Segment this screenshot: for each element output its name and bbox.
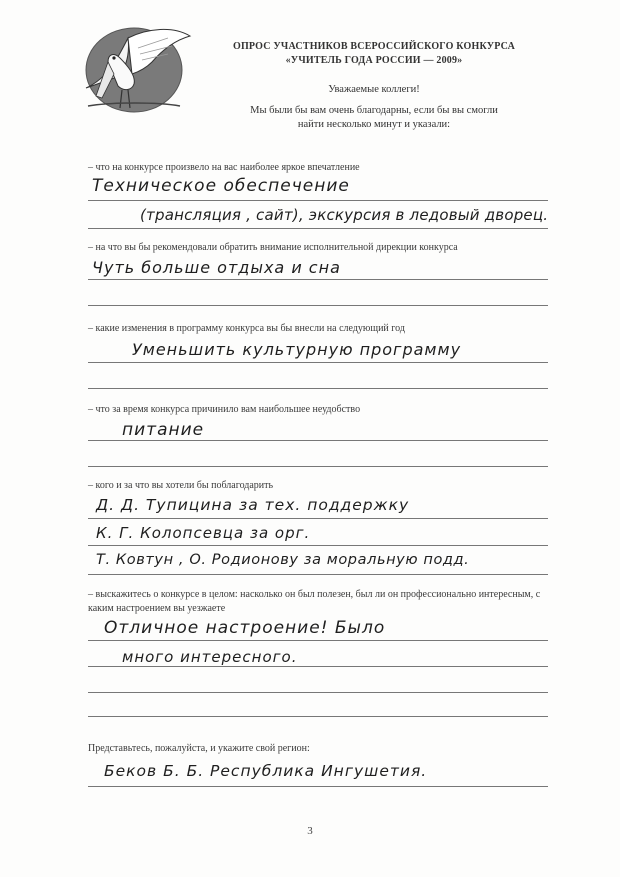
question-3: – какие изменения в программу конкурса вы бы внесли на следующий год [88, 323, 405, 334]
question-4: – что за время конкурса причинило вам наибольшее неудобство [88, 404, 361, 415]
answer-line [88, 692, 548, 693]
answer-7-line-1: Беков Б. Б. Республика Ингушетия. [104, 762, 428, 780]
question-1: – что на конкурсе произвело на вас наиболее яркое впечатление [88, 162, 360, 173]
answer-line [88, 388, 548, 389]
answer-line [88, 200, 548, 201]
answer-1-line-2: (трансляция , сайт), экскурсия в ледовый дворец. [140, 206, 549, 224]
survey-title-line-2: «УЧИТЕЛЬ ГОДА РОССИИ — 2009» [285, 55, 463, 66]
answer-5-line-3: Т. Ковтун , О. Родионову за моральную подд. [96, 552, 470, 568]
answer-line [88, 305, 548, 306]
survey-title-line-1: ОПРОС УЧАСТНИКОВ ВСЕРОССИЙСКОГО КОНКУРСА [232, 41, 516, 52]
answer-line [88, 466, 548, 467]
question-2: – на что вы бы рекомендовали обратить внимание исполнительной дирекции конкурса [88, 242, 458, 253]
answer-line [88, 666, 548, 667]
answer-line [88, 716, 548, 717]
answer-line [88, 279, 548, 280]
answer-5-line-1: Д. Д. Тупицина за тех. поддержку [96, 496, 410, 514]
greeting: Уважаемые коллеги! [328, 84, 420, 95]
pelican-emblem-icon [68, 18, 198, 123]
answer-line [88, 640, 548, 641]
answer-line [88, 786, 548, 787]
answer-5-line-2: К. Г. Колопсевца за орг. [96, 524, 311, 542]
answer-line [88, 440, 548, 441]
survey-header [200, 40, 548, 132]
answer-2-line-1: Чуть больше отдыха и сна [92, 258, 341, 277]
intro-line-2: найти несколько минут и указали: [297, 119, 451, 130]
answer-line [88, 545, 548, 546]
answer-1-line-1: Техническое обеспечение [92, 176, 350, 196]
question-7: Представьтесь, пожалуйста, и укажите свой регион: [88, 743, 310, 754]
intro-line-1: Мы были бы вам очень благодарны, если бы вы смогли [250, 105, 498, 116]
answer-6-line-2: много интересного. [122, 648, 298, 666]
answer-6-line-1: Отличное настроение! Было [104, 618, 386, 638]
answer-line [88, 228, 548, 229]
question-6: – выскажитесь о конкурсе в целом: насколько он был полезен, был ли он профессионально интересным, с каким настроением вы уезжаете [88, 589, 541, 614]
answer-line [88, 518, 548, 519]
page-number: 3 [307, 825, 313, 837]
question-5: – кого и за что вы хотели бы поблагодарить [88, 480, 274, 491]
answer-line [88, 574, 548, 575]
answer-line [88, 362, 548, 363]
answer-3-line-1: Уменьшить культурную программу [132, 340, 462, 359]
answer-4-line-1: питание [122, 420, 205, 440]
